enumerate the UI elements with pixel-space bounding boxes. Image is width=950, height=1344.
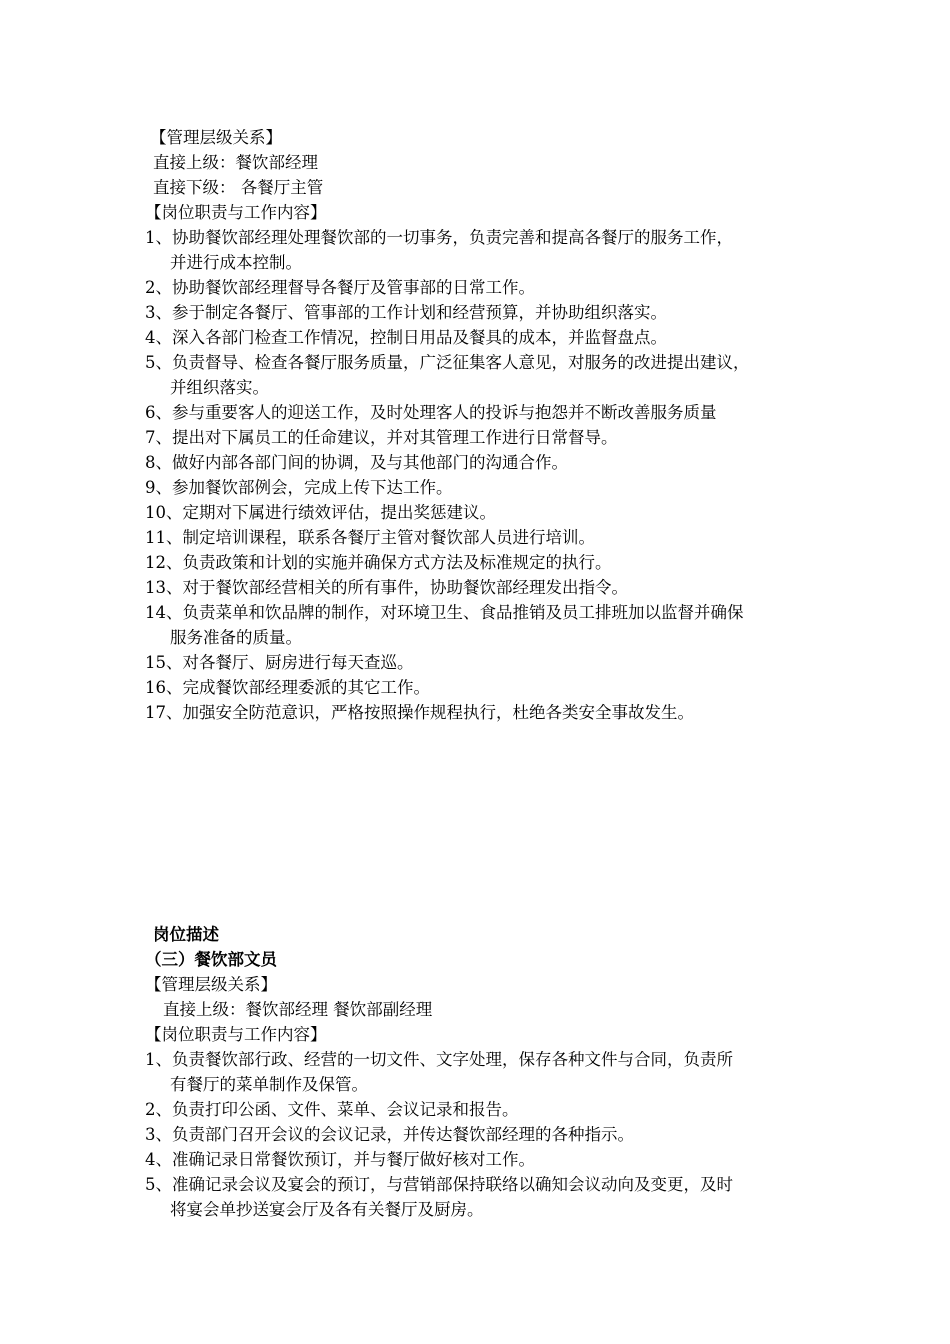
item-text-continuation: 服务准备的质量。: [170, 628, 302, 647]
item-number: 3、: [145, 1125, 172, 1144]
item-text: 负责菜单和饮品牌的制作，对环境卫生、食品推销及员工排班加以监督并确保: [182, 603, 744, 622]
list-item: [145, 652, 414, 674]
item-text-continuation: 并进行成本控制。: [170, 253, 302, 272]
position-title: （三）餐饮部文员: [145, 950, 277, 969]
item-number: 3、: [145, 303, 172, 322]
item-text: 参与重要客人的迎送工作，及时处理客人的投诉与抱怨并不断改善服务质量: [172, 403, 717, 422]
item-number: 2、: [145, 1100, 172, 1119]
item-text: 负责政策和计划的实施并确保方式方法及标准规定的执行。: [182, 553, 612, 572]
list-item: [145, 402, 717, 424]
list-item: [145, 1049, 733, 1071]
direct-superior: 直接上级：餐饮部经理: [153, 153, 318, 172]
hierarchy-heading: 【管理层级关系】: [150, 128, 282, 147]
item-number: 5、: [145, 1175, 172, 1194]
section-title: 岗位描述: [153, 925, 219, 944]
item-number: 14、: [145, 603, 183, 622]
list-item: [145, 1149, 535, 1171]
item-number: 1、: [145, 228, 172, 247]
list-item: [145, 1124, 634, 1146]
item-number: 5、: [145, 353, 172, 372]
list-item: [145, 577, 628, 599]
item-number: 4、: [145, 1150, 172, 1169]
item-text: 加强安全防范意识，严格按照操作规程执行，杜绝各类安全事故发生。: [182, 703, 694, 722]
item-number: 6、: [145, 403, 172, 422]
list-item: [145, 277, 535, 299]
list-item: [145, 602, 744, 624]
item-text: 协助餐饮部经理处理餐饮部的一切事务，负责完善和提高各餐厅的服务工作，: [172, 228, 733, 247]
item-text: 协助餐饮部经理督导各餐厅及管事部的日常工作。: [172, 278, 535, 297]
item-text: 深入各部门检查工作情况，控制日用品及餐具的成本，并监督盘点。: [172, 328, 667, 347]
item-number: 10、: [145, 503, 183, 522]
direct-superior: 直接上级：餐饮部经理 餐饮部副经理: [163, 1000, 433, 1019]
list-item: [145, 227, 733, 249]
duties-heading: 【岗位职责与工作内容】: [145, 1025, 327, 1044]
item-text: 对各餐厅、厨房进行每天查巡。: [182, 653, 414, 672]
item-text: 完成餐饮部经理委派的其它工作。: [182, 678, 430, 697]
list-item: [145, 427, 618, 449]
item-number: 7、: [145, 428, 172, 447]
hierarchy-heading: 【管理层级关系】: [145, 975, 277, 994]
item-number: 4、: [145, 328, 172, 347]
item-text: 参加餐饮部例会，完成上传下达工作。: [172, 478, 453, 497]
item-number: 8、: [145, 453, 172, 472]
item-number: 9、: [145, 478, 172, 497]
list-item: [145, 352, 750, 374]
list-item: [145, 452, 568, 474]
list-item: [145, 677, 430, 699]
list-item: [145, 1174, 733, 1196]
item-text-continuation: 并组织落实。: [170, 378, 269, 397]
list-item: [145, 1099, 519, 1121]
item-number: 16、: [145, 678, 183, 697]
item-text: 准确记录会议及宴会的预订，与营销部保持联络以确知会议动向及变更，及时: [172, 1175, 733, 1194]
item-text: 负责部门召开会议的会议记录，并传达餐饮部经理的各种指示。: [172, 1125, 634, 1144]
list-item: [145, 302, 667, 324]
item-text: 定期对下属进行绩效评估，提出奖惩建议。: [182, 503, 496, 522]
list-item: [145, 527, 595, 549]
list-item: [145, 327, 667, 349]
list-item: [145, 552, 612, 574]
item-number: 2、: [145, 278, 172, 297]
item-text-continuation: 将宴会单抄送宴会厅及各有关餐厅及厨房。: [170, 1200, 484, 1219]
item-text: 提出对下属员工的任命建议，并对其管理工作进行日常督导。: [172, 428, 618, 447]
item-number: 15、: [145, 653, 183, 672]
item-text: 准确记录日常餐饮预订，并与餐厅做好核对工作。: [172, 1150, 535, 1169]
item-text-continuation: 有餐厅的菜单制作及保管。: [170, 1075, 368, 1094]
item-text: 负责餐饮部行政、经营的一切文件、文字处理，保存各种文件与合同，负责所: [172, 1050, 733, 1069]
item-number: 13、: [145, 578, 183, 597]
item-number: 12、: [145, 553, 183, 572]
item-number: 17、: [145, 703, 183, 722]
direct-subordinate: 直接下级： 各餐厅主管: [153, 178, 324, 197]
list-item: [145, 502, 496, 524]
item-text: 负责督导、检查各餐厅服务质量，广泛征集客人意见，对服务的改进提出建议，: [172, 353, 750, 372]
item-text: 做好内部各部门间的协调，及与其他部门的沟通合作。: [172, 453, 568, 472]
duties-heading: 【岗位职责与工作内容】: [145, 203, 327, 222]
item-text: 对于餐饮部经营相关的所有事件，协助餐饮部经理发出指令。: [182, 578, 628, 597]
list-item: [145, 477, 453, 499]
item-text: 负责打印公函、文件、菜单、会议记录和报告。: [172, 1100, 519, 1119]
item-number: 11、: [145, 528, 183, 547]
item-number: 1、: [145, 1050, 172, 1069]
list-item: [145, 702, 694, 724]
item-text: 制定培训课程，联系各餐厅主管对餐饮部人员进行培训。: [182, 528, 595, 547]
item-text: 参于制定各餐厅、管事部的工作计划和经营预算，并协助组织落实。: [172, 303, 667, 322]
